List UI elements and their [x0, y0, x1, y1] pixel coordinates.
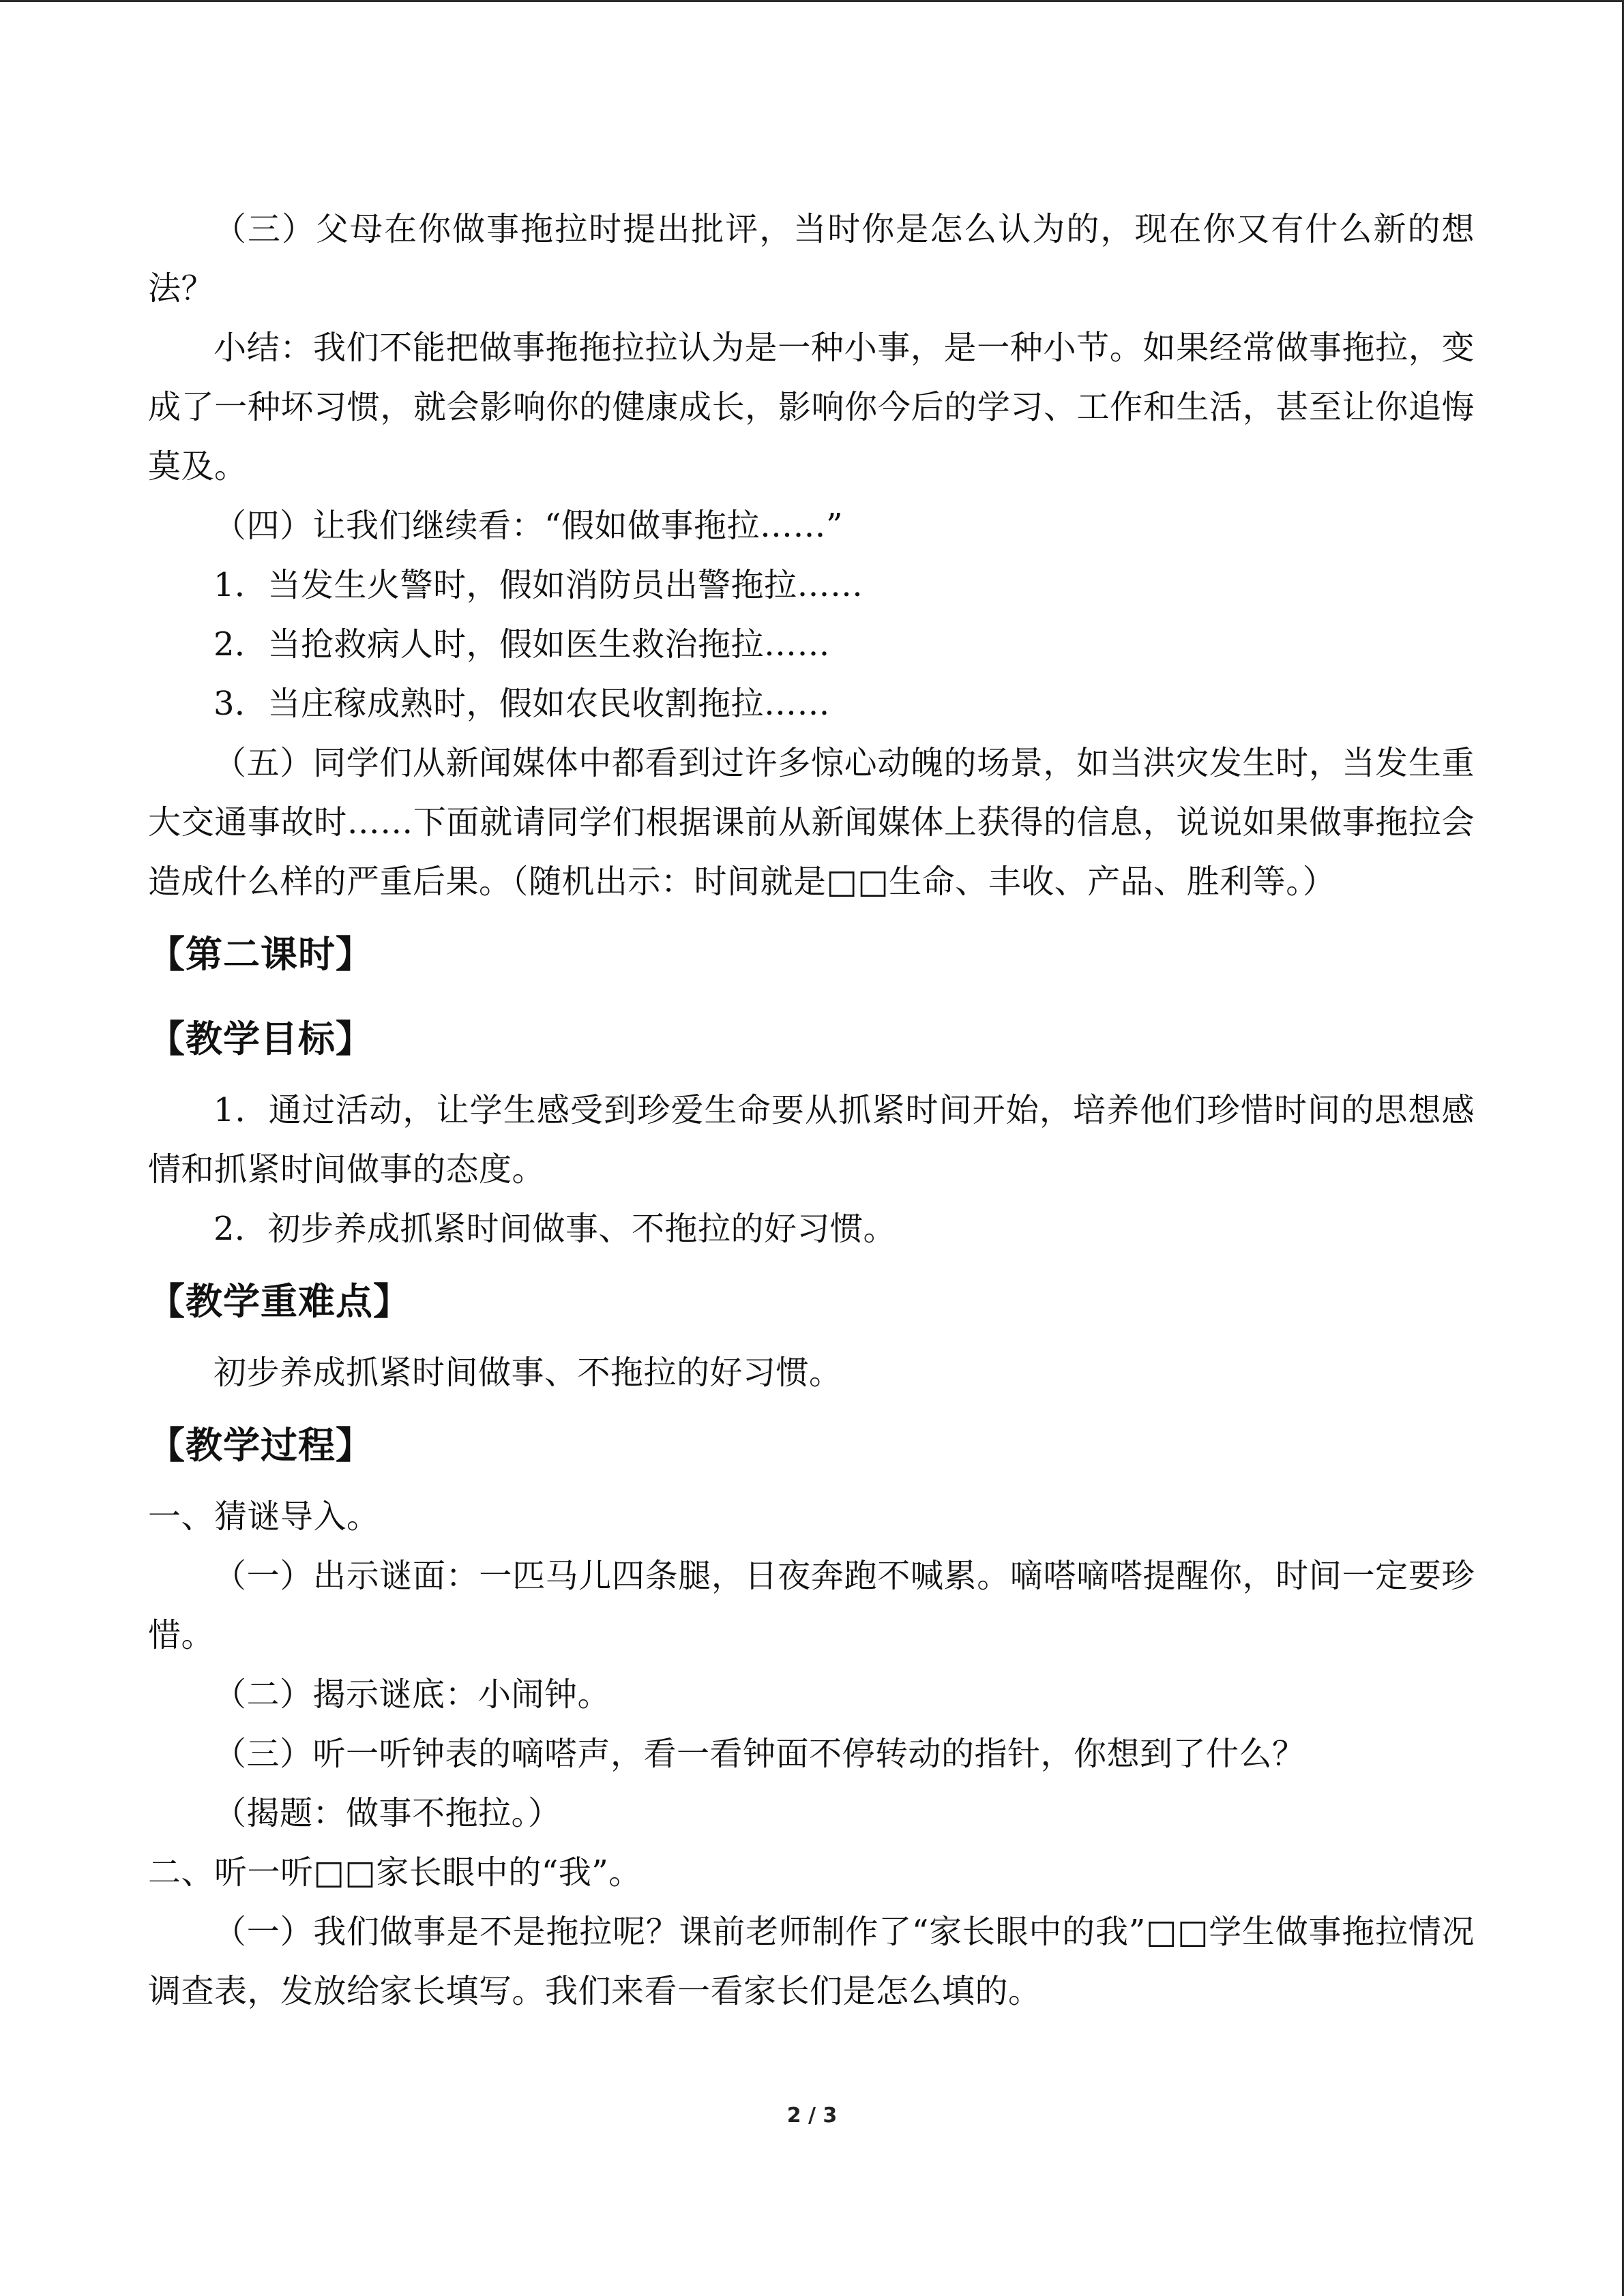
document-body	[148, 200, 1475, 2021]
paragraph-clock-sound: （三）听一听钟表的嘀嗒声，看一看钟面不停转动的指针，你想到了什么？	[213, 1735, 1305, 1773]
list-item-farmer: 3．当庄稼成熟时，假如农民收割拖拉……	[213, 685, 831, 723]
heading-teaching-process: 【教学过程】	[148, 1423, 373, 1467]
heading-key-difficulties: 【教学重难点】	[148, 1279, 411, 1323]
page-number: 2 / 3	[786, 2104, 838, 2128]
paragraph-riddle: （一）出示谜面：一匹马儿四条腿，日夜奔跑不喊累。嘀嗒嘀嗒提醒你，时间一定要珍惜。	[148, 1557, 1475, 1654]
section-title-riddle: 一、猜谜导入。	[148, 1497, 380, 1536]
heading-teaching-goals: 【教学目标】	[148, 1017, 373, 1060]
paragraph-parents-criticism: （三）父母在你做事拖拉时提出批评，当时你是怎么认为的，现在你又有什么新的想法？	[148, 210, 1475, 308]
section-title-parents-view: 二、听一听□□家长眼中的“我”。	[148, 1853, 642, 1892]
paragraph-survey: （一）我们做事是不是拖拉呢？课前老师制作了“家长眼中的我”□□学生做事拖拉情况调查表，发放给家长填写。我们来看一看家长们是怎么填的。	[148, 1913, 1475, 2010]
paragraph-riddle-answer: （二）揭示谜底：小闹钟。	[213, 1675, 611, 1714]
paragraph-reveal-topic: （揭题：做事不拖拉。）	[213, 1794, 561, 1832]
paragraph-section-five: （五）同学们从新闻媒体中都看到过许多惊心动魄的场景，如当洪灾发生时，当发生重大交通事故时……下面就请同学们根据课前从新闻媒体上获得的信息，说说如果做事拖拉会造成什么样的严重后果。（随机出示：时间就是□□生命、丰收、产品、胜利等。）	[148, 744, 1475, 901]
paragraph-summary: 小结：我们不能把做事拖拖拉拉认为是一种小事，是一种小节。如果经常做事拖拉，变成了一种坏习惯，就会影响你的健康成长，影响你今后的学习、工作和生活，甚至让你追悔莫及。	[148, 329, 1475, 486]
goal-item-1: 1．通过活动，让学生感受到珍爱生命要从抓紧时间开始，培养他们珍惜时间的思想感情和抓紧时间做事的态度。	[148, 1091, 1475, 1189]
heading-second-lesson: 【第二课时】	[148, 932, 373, 976]
paragraph-key-difficulty: 初步养成抓紧时间做事、不拖拉的好习惯。	[213, 1354, 842, 1392]
goal-item-2: 2．初步养成抓紧时间做事、不拖拉的好习惯。	[213, 1210, 897, 1248]
list-item-doctor: 2．当抢救病人时，假如医生救治拖拉……	[213, 625, 831, 664]
list-item-fire: 1．当发生火警时，假如消防员出警拖拉……	[213, 566, 863, 604]
paragraph-section-four: （四）让我们继续看：“假如做事拖拉……”	[213, 507, 844, 545]
